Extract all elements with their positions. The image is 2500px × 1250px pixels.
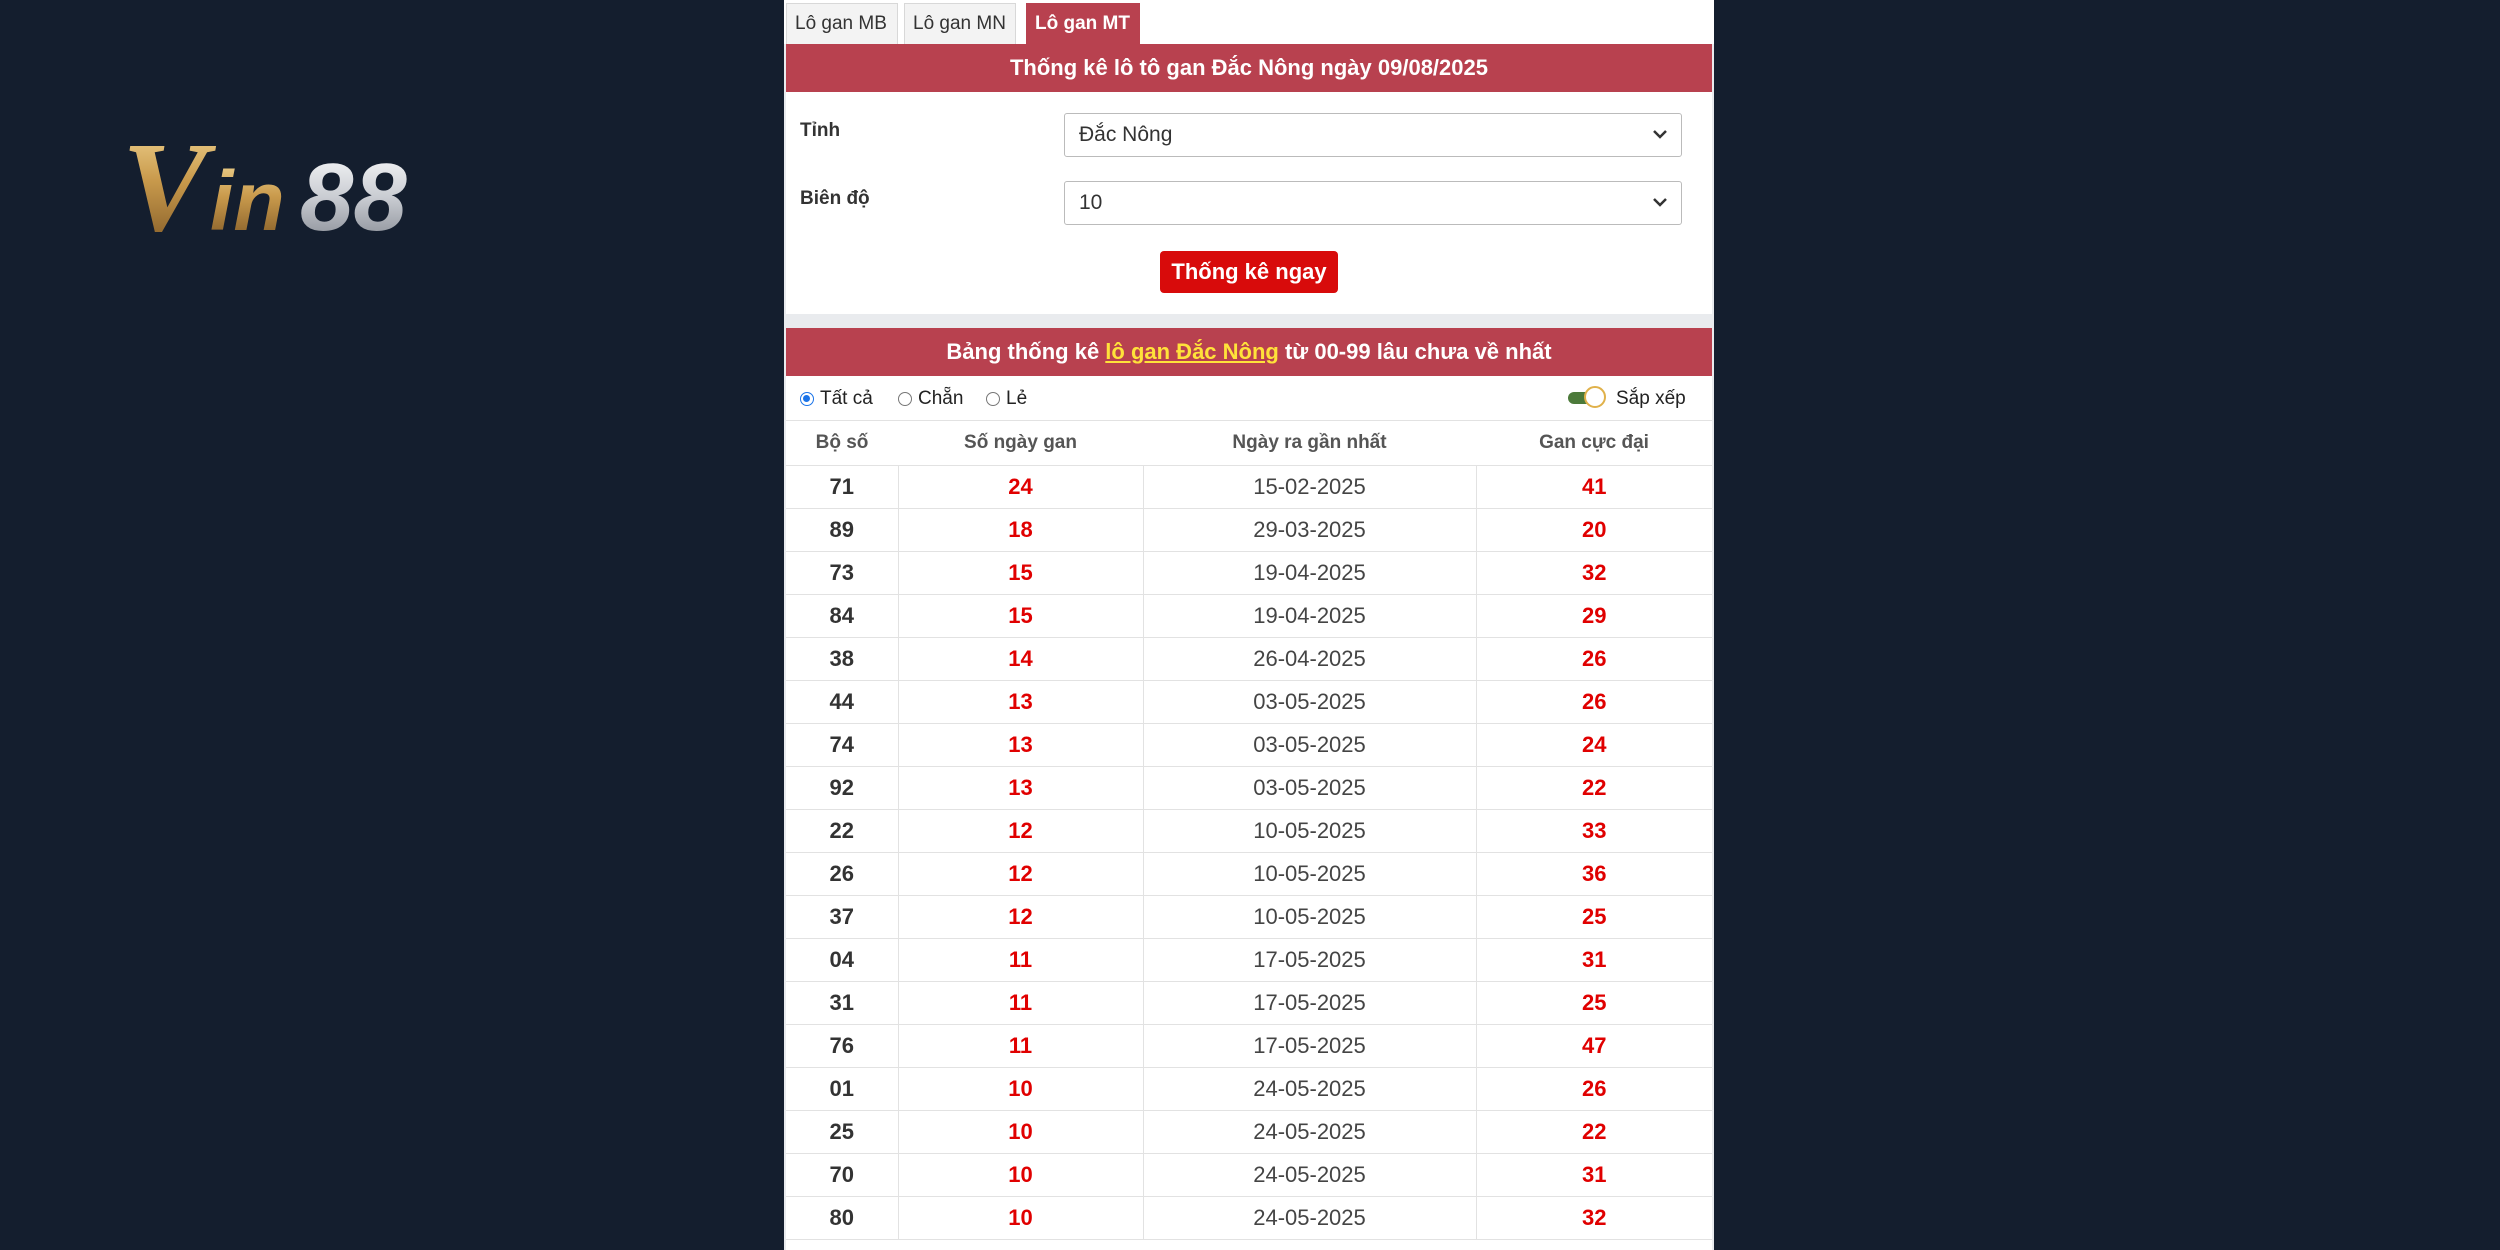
table-header-row <box>786 421 1712 466</box>
cell-ngay-ra: 03-05-2025 <box>1143 767 1476 810</box>
range-select[interactable] <box>1064 181 1682 225</box>
cell-so-ngay-gan: 10 <box>898 1197 1143 1240</box>
sort-label: Sắp xếp <box>1616 388 1686 409</box>
cell-so-ngay-gan: 11 <box>898 939 1143 982</box>
cell-bo-so: 04 <box>786 939 898 982</box>
cell-bo-so: 31 <box>786 982 898 1025</box>
tab-lo-gan-mb[interactable]: Lô gan MB <box>786 3 898 44</box>
table-row <box>786 1068 1712 1111</box>
cell-bo-so: 44 <box>786 681 898 724</box>
table-row <box>786 982 1712 1025</box>
cell-gan-cuc-dai: 41 <box>1476 466 1712 509</box>
cell-gan-cuc-dai: 20 <box>1476 509 1712 552</box>
cell-gan-cuc-dai: 26 <box>1476 1068 1712 1111</box>
table-row <box>786 767 1712 810</box>
cell-bo-so: 73 <box>786 552 898 595</box>
cell-gan-cuc-dai: 24 <box>1476 724 1712 767</box>
cell-gan-cuc-dai: 36 <box>1476 853 1712 896</box>
cell-bo-so: 92 <box>786 767 898 810</box>
cell-so-ngay-gan: 15 <box>898 552 1143 595</box>
results-title-link[interactable]: lô gan Đắc Nông <box>1105 339 1279 364</box>
cell-ngay-ra: 19-04-2025 <box>1143 595 1476 638</box>
filter-all-radio[interactable] <box>800 388 873 410</box>
cell-so-ngay-gan: 13 <box>898 724 1143 767</box>
lo-gan-table <box>786 420 1712 1240</box>
cell-gan-cuc-dai: 25 <box>1476 896 1712 939</box>
table-row <box>786 1111 1712 1154</box>
cell-gan-cuc-dai: 33 <box>1476 810 1712 853</box>
col-header-bo-so: Bộ số <box>786 421 898 466</box>
cell-ngay-ra: 26-04-2025 <box>1143 638 1476 681</box>
filter-even-label: Chẵn <box>918 388 964 409</box>
cell-ngay-ra: 17-05-2025 <box>1143 1025 1476 1068</box>
cell-ngay-ra: 17-05-2025 <box>1143 939 1476 982</box>
cell-so-ngay-gan: 10 <box>898 1068 1143 1111</box>
cell-bo-so: 89 <box>786 509 898 552</box>
chevron-down-icon <box>1651 114 1669 156</box>
results-title <box>786 328 1712 376</box>
lo-gan-panel <box>784 0 1714 1250</box>
cell-bo-so: 70 <box>786 1154 898 1197</box>
cell-gan-cuc-dai: 26 <box>1476 681 1712 724</box>
province-label: Tỉnh <box>800 120 841 141</box>
results-card <box>786 328 1712 1250</box>
cell-ngay-ra: 10-05-2025 <box>1143 853 1476 896</box>
table-row <box>786 509 1712 552</box>
vin88-logo <box>122 118 507 238</box>
cell-gan-cuc-dai: 22 <box>1476 767 1712 810</box>
filter-odd-label: Lẻ <box>1006 388 1028 409</box>
tab-lo-gan-mn[interactable]: Lô gan MN <box>904 3 1016 44</box>
cell-bo-so: 26 <box>786 853 898 896</box>
col-header-so-ngay-gan: Số ngày gan <box>898 421 1143 466</box>
cell-gan-cuc-dai: 22 <box>1476 1111 1712 1154</box>
table-row <box>786 853 1712 896</box>
cell-bo-so: 38 <box>786 638 898 681</box>
cell-ngay-ra: 10-05-2025 <box>1143 896 1476 939</box>
cell-bo-so: 80 <box>786 1197 898 1240</box>
chevron-down-icon <box>1651 182 1669 224</box>
cell-so-ngay-gan: 12 <box>898 896 1143 939</box>
cell-gan-cuc-dai: 26 <box>1476 638 1712 681</box>
logo-88: 88 <box>300 144 407 238</box>
table-row <box>786 638 1712 681</box>
cell-ngay-ra: 24-05-2025 <box>1143 1197 1476 1240</box>
sort-toggle[interactable] <box>1568 386 1608 410</box>
cell-gan-cuc-dai: 29 <box>1476 595 1712 638</box>
cell-so-ngay-gan: 12 <box>898 810 1143 853</box>
cell-gan-cuc-dai: 31 <box>1476 1154 1712 1197</box>
table-row <box>786 896 1712 939</box>
cell-gan-cuc-dai: 47 <box>1476 1025 1712 1068</box>
cell-ngay-ra: 29-03-2025 <box>1143 509 1476 552</box>
radio-unchecked-icon <box>898 392 912 406</box>
cell-ngay-ra: 03-05-2025 <box>1143 681 1476 724</box>
filter-form-card <box>786 44 1712 314</box>
cell-gan-cuc-dai: 32 <box>1476 1197 1712 1240</box>
radio-checked-icon <box>800 392 814 406</box>
logo-in: in <box>210 154 285 238</box>
logo-vin: V <box>122 118 208 238</box>
cell-so-ngay-gan: 13 <box>898 681 1143 724</box>
cell-gan-cuc-dai: 32 <box>1476 552 1712 595</box>
table-row <box>786 1025 1712 1068</box>
cell-gan-cuc-dai: 31 <box>1476 939 1712 982</box>
table-row <box>786 724 1712 767</box>
toggle-knob <box>1584 386 1606 408</box>
province-select[interactable] <box>1064 113 1682 157</box>
range-label: Biên độ <box>800 188 870 209</box>
cell-bo-so: 37 <box>786 896 898 939</box>
col-header-gan-cuc-dai: Gan cực đại <box>1476 421 1712 466</box>
results-title-suffix: từ 00-99 lâu chưa về nhất <box>1278 339 1552 364</box>
cell-so-ngay-gan: 14 <box>898 638 1143 681</box>
table-row <box>786 466 1712 509</box>
col-header-ngay-ra: Ngày ra gần nhất <box>1143 421 1476 466</box>
table-row <box>786 810 1712 853</box>
cell-so-ngay-gan: 24 <box>898 466 1143 509</box>
cell-gan-cuc-dai: 25 <box>1476 982 1712 1025</box>
cell-ngay-ra: 19-04-2025 <box>1143 552 1476 595</box>
province-value: Đắc Nông <box>1079 123 1173 146</box>
results-title-prefix: Bảng thống kê <box>946 339 1106 364</box>
cell-ngay-ra: 17-05-2025 <box>1143 982 1476 1025</box>
range-value: 10 <box>1079 191 1103 214</box>
cell-so-ngay-gan: 11 <box>898 1025 1143 1068</box>
cell-ngay-ra: 10-05-2025 <box>1143 810 1476 853</box>
cell-ngay-ra: 24-05-2025 <box>1143 1111 1476 1154</box>
parity-filters <box>786 376 1712 420</box>
cell-bo-so: 01 <box>786 1068 898 1111</box>
cell-ngay-ra: 03-05-2025 <box>1143 724 1476 767</box>
cell-so-ngay-gan: 10 <box>898 1111 1143 1154</box>
cell-bo-so: 22 <box>786 810 898 853</box>
table-row <box>786 1197 1712 1240</box>
cell-so-ngay-gan: 12 <box>898 853 1143 896</box>
table-row <box>786 681 1712 724</box>
region-tabs <box>784 0 1714 44</box>
cell-so-ngay-gan: 10 <box>898 1154 1143 1197</box>
cell-ngay-ra: 24-05-2025 <box>1143 1068 1476 1111</box>
cell-bo-so: 84 <box>786 595 898 638</box>
cell-ngay-ra: 15-02-2025 <box>1143 466 1476 509</box>
submit-button[interactable]: Thống kê ngay <box>1160 251 1338 293</box>
form-title: Thống kê lô tô gan Đắc Nông ngày 09/08/2025 <box>786 44 1712 92</box>
cell-ngay-ra: 24-05-2025 <box>1143 1154 1476 1197</box>
table-row <box>786 1154 1712 1197</box>
cell-bo-so: 71 <box>786 466 898 509</box>
cell-so-ngay-gan: 13 <box>898 767 1143 810</box>
cell-bo-so: 25 <box>786 1111 898 1154</box>
cell-bo-so: 76 <box>786 1025 898 1068</box>
radio-unchecked-icon <box>986 392 1000 406</box>
table-body <box>786 466 1712 1240</box>
filter-all-label: Tất cả <box>820 388 873 409</box>
filter-odd-radio[interactable] <box>986 388 1027 410</box>
cell-so-ngay-gan: 18 <box>898 509 1143 552</box>
cell-bo-so: 74 <box>786 724 898 767</box>
cell-so-ngay-gan: 15 <box>898 595 1143 638</box>
table-row <box>786 939 1712 982</box>
cell-so-ngay-gan: 11 <box>898 982 1143 1025</box>
table-row <box>786 595 1712 638</box>
table-row <box>786 552 1712 595</box>
filter-even-radio[interactable] <box>898 388 963 410</box>
tab-lo-gan-mt[interactable]: Lô gan MT <box>1026 3 1140 44</box>
